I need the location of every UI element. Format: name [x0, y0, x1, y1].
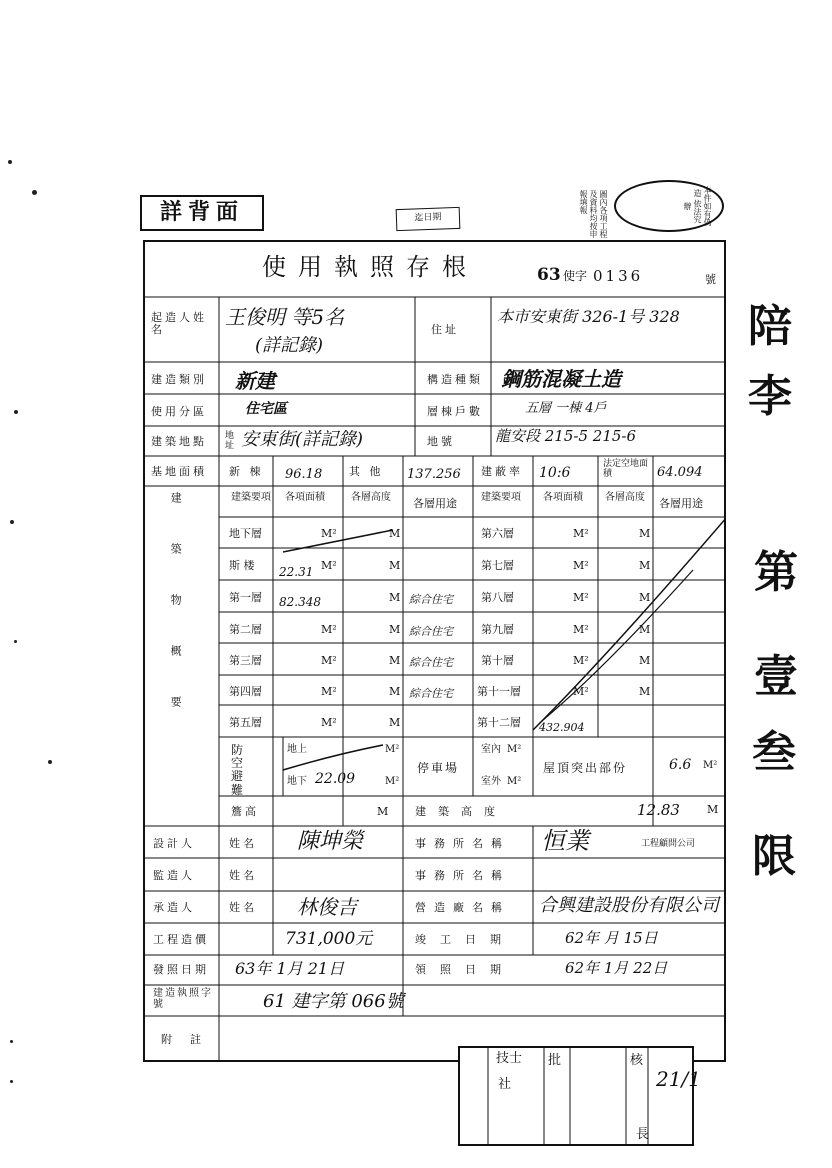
- margin-mark: 限: [752, 831, 796, 882]
- designer-office: 恒業: [541, 827, 589, 855]
- unit-m2: M²: [573, 623, 589, 636]
- scan-speck: [14, 410, 18, 414]
- floor-left-label: 第一層: [229, 591, 262, 604]
- area-new-label: 新 棟: [229, 465, 264, 478]
- unit-m2: M²: [321, 685, 337, 698]
- unit-m: M: [639, 591, 651, 604]
- approval-annotation: 21/1: [656, 1067, 701, 1091]
- unit-m: M: [377, 805, 389, 818]
- notes-label: 附註: [161, 1033, 219, 1046]
- construction-type: 新建: [235, 369, 275, 393]
- unit-m: M: [639, 654, 651, 667]
- approval-box: [458, 1046, 701, 1146]
- doc-number-type: 使字: [563, 269, 588, 283]
- issue-date-label: 發照日期: [153, 963, 209, 976]
- floor-left-label: 斯 楼: [229, 559, 255, 572]
- floor-use: 綜合住宅: [409, 625, 453, 638]
- area-other: 137.256: [407, 467, 461, 482]
- eave-height-label: 簷高: [231, 805, 259, 818]
- issue-date: 63年 1月 21日: [235, 959, 345, 978]
- designer-name: 陳坤榮: [297, 829, 364, 854]
- doc-number-prefix: 63: [537, 265, 561, 285]
- site-area-label: 基地面積: [151, 465, 207, 478]
- col-use-left: 各層用途: [413, 497, 457, 510]
- unit-m: M: [639, 559, 651, 572]
- permit-form: [143, 240, 726, 1062]
- coverage: 10:6: [539, 465, 571, 481]
- construction-type-label: 建造類別: [151, 373, 207, 386]
- side-notice: 圖內各項工程及資料均按申報填報: [579, 190, 608, 238]
- contractor-label: 承造人: [153, 901, 195, 914]
- name-label: 姓名: [229, 901, 257, 914]
- unit-m2: M²: [573, 654, 589, 667]
- office-name-label: 事務所名稱: [415, 837, 510, 850]
- permit-no: 61 建字第 066號: [263, 991, 404, 1012]
- unit-m: M: [389, 685, 401, 698]
- unit-m2: M²: [573, 559, 589, 572]
- floor-left-label: 第四層: [229, 685, 262, 698]
- roof-projection: 6.6: [669, 757, 692, 773]
- unit-m: M: [639, 623, 651, 636]
- floor-right-label: 第十二層: [477, 716, 521, 729]
- doc-number-suffix: 號: [705, 273, 716, 286]
- designer-office-suffix: 工程顧問公司: [641, 839, 696, 849]
- site-street: 安東街(詳記錄): [241, 429, 364, 450]
- cost-label: 工程造價: [153, 933, 209, 946]
- unit-m2: M²: [385, 744, 400, 755]
- floor-right-label: 第十層: [481, 654, 514, 667]
- floor-total: 432.904: [539, 721, 585, 734]
- site-lot-label: 地號: [427, 435, 455, 448]
- floor-use: 綜合住宅: [409, 656, 453, 669]
- margin-mark: 第: [754, 547, 798, 598]
- name-label: 姓名: [229, 837, 257, 850]
- above-ground-label: 地上: [287, 744, 307, 755]
- shelter-label: 防空避難: [231, 743, 254, 797]
- supervisor-label: 監造人: [153, 869, 195, 882]
- col-height-right: 各層高度: [605, 492, 645, 503]
- cost: 731,000元: [285, 929, 373, 949]
- scan-speck: [8, 160, 12, 164]
- building-overview-label: 建築物概要: [169, 492, 183, 747]
- unit-m2: M²: [321, 527, 337, 540]
- approval-grid: [458, 1046, 694, 1146]
- designer-label: 設計人: [153, 837, 195, 850]
- floors-units: 五層 一棟 4戶: [525, 401, 607, 416]
- legal-open-space-label: 法定空地面積: [603, 459, 649, 479]
- site-label: 建築地點: [151, 435, 207, 448]
- builder-sub: (詳記錄): [255, 335, 324, 356]
- roof-projection-label: 屋頂突出部份: [543, 761, 628, 775]
- indoor-label: 室內: [481, 744, 501, 755]
- area-other-label: 其 他: [349, 465, 384, 478]
- building-height: 12.83: [637, 801, 680, 819]
- unit-m2: M²: [507, 744, 522, 755]
- margin-mark: 叁: [752, 727, 796, 778]
- form-title: 使用執照存根: [262, 253, 478, 281]
- permit-no-label: 建造執照字號: [153, 988, 213, 1010]
- parking-label: 停車場: [417, 761, 460, 775]
- office-name-label: 事務所名稱: [415, 869, 510, 882]
- col-area-left: 各項面積: [285, 492, 325, 503]
- below-ground-label: 地下: [287, 776, 307, 787]
- floor-left-label: 地下層: [229, 527, 262, 540]
- shelter-below: 22.09: [315, 771, 356, 787]
- floor-right-label: 第十一層: [477, 685, 521, 698]
- margin-mark: 壹: [754, 651, 798, 702]
- unit-m2: M²: [321, 716, 337, 729]
- address-value: 本市安東街 326-1号 328: [497, 307, 680, 326]
- margin-mark: 李: [748, 371, 792, 422]
- building-height-label: 建築高度: [415, 805, 507, 818]
- unit-m: M: [389, 623, 401, 636]
- use-zone: 住宅區: [245, 401, 287, 417]
- oval-stamp: 本件如有偽造 依法究辦: [614, 180, 724, 232]
- approval-label: 社: [498, 1077, 512, 1092]
- completion-date-label: 竣工日期: [415, 933, 515, 946]
- floor-area: 22.31: [279, 565, 314, 579]
- col-items-left: 建築要項: [231, 492, 271, 503]
- floor-left-label: 第五層: [229, 716, 262, 729]
- site-street-label: 地址: [225, 431, 235, 451]
- unit-m: M: [639, 527, 651, 540]
- unit-m: M: [389, 654, 401, 667]
- date-stamp: 迄日期: [396, 207, 461, 231]
- receive-date-label: 領照日期: [415, 963, 515, 976]
- floor-right-label: 第六層: [481, 527, 514, 540]
- name-label: 姓名: [229, 869, 257, 882]
- scan-speck: [14, 640, 17, 643]
- floor-area: 82.348: [279, 595, 321, 609]
- floor-left-label: 第二層: [229, 623, 262, 636]
- scan-speck: [48, 760, 52, 764]
- contractor-name: 林俊吉: [297, 895, 357, 919]
- detail-back-stamp: 詳背面: [140, 195, 264, 231]
- site-lot: 龍安段 215-5 215-6: [495, 427, 637, 445]
- structure-type-label: 構造種類: [427, 373, 483, 386]
- col-height-left: 各層高度: [351, 492, 391, 503]
- floor-use: 綜合住宅: [409, 593, 453, 606]
- firm-name-label: 營造廠名稱: [415, 901, 510, 914]
- structure-type: 鋼筋混凝土造: [501, 367, 621, 391]
- scan-speck: [10, 1080, 13, 1083]
- approval-label: 批: [548, 1053, 562, 1068]
- use-zone-label: 使用分區: [151, 405, 207, 418]
- col-use-right: 各層用途: [659, 497, 703, 510]
- unit-m: M: [389, 527, 401, 540]
- unit-m2: M²: [321, 654, 337, 667]
- col-area-right: 各項面積: [543, 492, 583, 503]
- unit-m2: M²: [507, 776, 522, 787]
- unit-m2: M²: [321, 559, 337, 572]
- unit-m: M: [389, 591, 401, 604]
- unit-m2: M²: [321, 623, 337, 636]
- outdoor-label: 室外: [481, 776, 501, 787]
- floor-left-label: 第三層: [229, 654, 262, 667]
- floor-right-label: 第七層: [481, 559, 514, 572]
- area-new: 96.18: [285, 467, 323, 482]
- unit-m2: M²: [385, 776, 400, 787]
- legal-open-space: 64.094: [657, 465, 703, 480]
- scan-speck: [10, 1040, 13, 1043]
- col-items-right: 建築要項: [481, 492, 521, 503]
- doc-number: 0136: [593, 267, 644, 285]
- scan-speck: [10, 520, 14, 524]
- approval-label: 技士: [496, 1051, 523, 1066]
- approval-label: 核: [630, 1053, 644, 1068]
- builder-name: 王俊明 等5名: [225, 305, 345, 329]
- approval-label: 長: [636, 1127, 650, 1142]
- address-label: 住址: [431, 323, 459, 336]
- unit-m2: M²: [703, 760, 718, 771]
- scan-speck: [32, 190, 37, 195]
- floors-units-label: 層棟戶數: [427, 405, 483, 418]
- unit-m: M: [639, 685, 651, 698]
- coverage-label: 建蔽率: [481, 465, 523, 478]
- unit-m: M: [707, 803, 719, 816]
- floor-right-label: 第八層: [481, 591, 514, 604]
- unit-m: M: [389, 559, 401, 572]
- contractor-firm: 合興建設股份有限公司: [539, 895, 719, 916]
- completion-date: 62年 月 15日: [565, 929, 658, 947]
- margin-mark: 陪: [748, 301, 792, 352]
- unit-m2: M²: [573, 685, 589, 698]
- unit-m: M: [389, 716, 401, 729]
- builder-name-label: 起造人姓名: [151, 311, 207, 337]
- receive-date: 62年 1月 22日: [565, 959, 668, 977]
- unit-m2: M²: [573, 527, 589, 540]
- floor-right-label: 第九層: [481, 623, 514, 636]
- floor-use: 綜合住宅: [409, 687, 453, 700]
- unit-m2: M²: [573, 591, 589, 604]
